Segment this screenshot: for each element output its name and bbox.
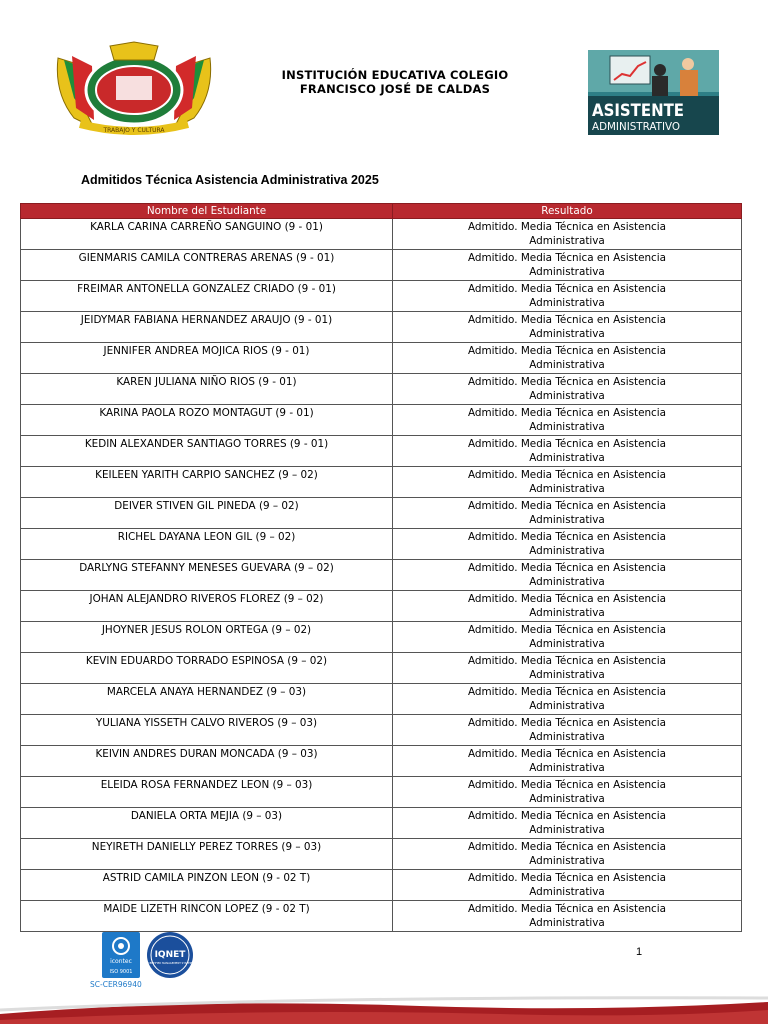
table-row [21,901,742,932]
result-cell [393,653,742,684]
student-name-cell: JOHAN ALEJANDRO RIVEROS FLOREZ (9 – 02) [21,591,393,622]
student-name-cell: RICHEL DAYANA LEON GIL (9 – 02) [21,529,393,560]
result-cell [393,436,742,467]
student-name-cell: JENNIFER ANDREA MOJICA RIOS (9 - 01) [21,343,393,374]
student-name-cell: KEVIN EDUARDO TORRADO ESPINOSA (9 – 02) [21,653,393,684]
crest-motto: TRABAJO Y CULTURA [103,127,165,134]
result-line1: Admitido. Media Técnica en Asistencia [467,841,667,853]
result-line2: Administrativa [529,483,605,495]
result-line2: Administrativa [529,297,605,309]
table-row [21,343,742,374]
footer-decorative-band [0,996,768,1024]
result-line1: Admitido. Media Técnica en Asistencia [467,810,667,822]
table-row [21,219,742,250]
result-line2: Administrativa [529,917,605,929]
table-row [21,281,742,312]
badge-subtitle: ADMINISTRATIVO [592,121,680,133]
iso-label: ISO 9001 [109,969,133,975]
result-line2: Administrativa [529,576,605,588]
result-line2: Administrativa [529,731,605,743]
result-line1: Admitido. Media Técnica en Asistencia [467,283,667,295]
result-line2: Administrativa [529,452,605,464]
table-row [21,560,742,591]
table-row [21,312,742,343]
table-row [21,746,742,777]
asistente-administrativo-image [588,50,719,135]
institution-name-line2: FRANCISCO JOSÉ DE CALDAS [299,82,491,96]
table-row [21,467,742,498]
student-name-cell: KAREN JULIANA NIÑO RIOS (9 - 01) [21,374,393,405]
result-cell [393,746,742,777]
result-cell [393,560,742,591]
table-row [21,839,742,870]
result-line1: Admitido. Media Técnica en Asistencia [467,562,667,574]
student-name-cell: YULIANA YISSETH CALVO RIVEROS (9 – 03) [21,715,393,746]
result-line1: Admitido. Media Técnica en Asistencia [467,903,667,915]
student-name-cell: ASTRID CAMILA PINZON LEON (9 - 02 T) [21,870,393,901]
result-cell [393,777,742,808]
result-line1: Admitido. Media Técnica en Asistencia [467,345,667,357]
result-line2: Administrativa [529,607,605,619]
result-line1: Admitido. Media Técnica en Asistencia [467,531,667,543]
person-head-left [654,64,666,76]
crest-emblem [57,42,210,131]
student-name-cell: KEIVIN ANDRES DURAN MONCADA (9 – 03) [21,746,393,777]
iqnet-label: IQNET [154,950,186,960]
result-line1: Admitido. Media Técnica en Asistencia [467,872,667,884]
result-line1: Admitido. Media Técnica en Asistencia [467,624,667,636]
table-row [21,622,742,653]
result-line2: Administrativa [529,514,605,526]
result-line2: Administrativa [529,793,605,805]
result-line2: Administrativa [529,824,605,836]
result-line1: Admitido. Media Técnica en Asistencia [467,500,667,512]
result-line2: Administrativa [529,762,605,774]
admitted-list-title: Admitidos Técnica Asistencia Administrativa 2025 [81,173,379,187]
result-cell [393,684,742,715]
student-name-cell: GIENMARIS CAMILA CONTRERAS ARENAS (9 - 01) [21,250,393,281]
icontec-label: icontec [110,958,132,965]
result-line2: Administrativa [529,638,605,650]
table-row [21,870,742,901]
table-body [21,219,742,932]
result-cell [393,591,742,622]
result-line1: Admitido. Media Técnica en Asistencia [467,438,667,450]
result-line2: Administrativa [529,855,605,867]
result-cell [393,312,742,343]
result-cell [393,250,742,281]
result-line1: Admitido. Media Técnica en Asistencia [467,252,667,264]
result-line1: Admitido. Media Técnica en Asistencia [467,221,667,233]
student-name-cell: MAIDE LIZETH RINCON LOPEZ (9 - 02 T) [21,901,393,932]
result-cell [393,281,742,312]
result-line1: Admitido. Media Técnica en Asistencia [467,314,667,326]
person-body-right [680,70,698,96]
student-name-cell: FREIMAR ANTONELLA GONZALEZ CRIADO (9 - 01) [21,281,393,312]
result-line1: Admitido. Media Técnica en Asistencia [467,779,667,791]
table-row [21,436,742,467]
iqnet-sub-label: CERTIFIED MANAGEMENT SYSTEM [147,962,193,965]
student-name-cell: JHOYNER JESUS ROLON ORTEGA (9 – 02) [21,622,393,653]
student-name-cell: JEIDYMAR FABIANA HERNANDEZ ARAUJO (9 - 01) [21,312,393,343]
student-name-cell: KARLA CARINA CARREÑO SANGUINO (9 - 01) [21,219,393,250]
badge-title: ASISTENTE [592,101,684,121]
chart-board [610,56,650,84]
result-line2: Administrativa [529,700,605,712]
result-line2: Administrativa [529,266,605,278]
student-name-cell: DEIVER STIVEN GIL PINEDA (9 – 02) [21,498,393,529]
result-line2: Administrativa [529,390,605,402]
result-cell [393,405,742,436]
certification-logos [88,928,206,990]
result-cell [393,715,742,746]
table-row [21,653,742,684]
result-cell [393,219,742,250]
table-row [21,808,742,839]
result-cell [393,467,742,498]
student-name-cell: NEYIRETH DANIELLY PEREZ TORRES (9 – 03) [21,839,393,870]
result-cell [393,529,742,560]
result-line1: Admitido. Media Técnica en Asistencia [467,686,667,698]
column-header-student-name: Nombre del Estudiante [21,204,393,219]
student-name-cell: KEILEEN YARITH CARPIO SANCHEZ (9 – 02) [21,467,393,498]
certificate-code: SC-CER96940 [90,980,142,989]
result-cell [393,870,742,901]
result-line2: Administrativa [529,669,605,681]
page-number: 1 [636,946,643,958]
result-cell [393,901,742,932]
result-line1: Admitido. Media Técnica en Asistencia [467,717,667,729]
table-row [21,374,742,405]
table-row [21,250,742,281]
institution-crest-logo [44,38,224,138]
result-cell [393,808,742,839]
person-head-right [682,58,694,70]
student-name-cell: KARINA PAOLA ROZO MONTAGUT (9 - 01) [21,405,393,436]
result-cell [393,839,742,870]
table-row [21,591,742,622]
table-row [21,715,742,746]
institution-name-line1: INSTITUCIÓN EDUCATIVA COLEGIO [281,68,509,82]
result-cell [393,498,742,529]
admitted-students-table [20,203,742,932]
result-line1: Admitido. Media Técnica en Asistencia [467,376,667,388]
student-name-cell: DANIELA ORTA MEJIA (9 – 03) [21,808,393,839]
student-name-cell: KEDIN ALEXANDER SANTIAGO TORRES (9 - 01) [21,436,393,467]
result-line2: Administrativa [529,545,605,557]
result-cell [393,622,742,653]
result-line2: Administrativa [529,235,605,247]
result-line2: Administrativa [529,359,605,371]
table-row [21,684,742,715]
student-name-cell: DARLYNG STEFANNY MENESES GUEVARA (9 – 02) [21,560,393,591]
student-name-cell: ELEIDA ROSA FERNANDEZ LEON (9 – 03) [21,777,393,808]
table-row [21,529,742,560]
result-line1: Admitido. Media Técnica en Asistencia [467,469,667,481]
result-cell [393,343,742,374]
result-line1: Admitido. Media Técnica en Asistencia [467,593,667,605]
table-header-row [21,204,742,219]
result-line2: Administrativa [529,886,605,898]
result-line1: Admitido. Media Técnica en Asistencia [467,748,667,760]
student-name-cell: MARCELA ANAYA HERNANDEZ (9 – 03) [21,684,393,715]
table-row [21,498,742,529]
table-row [21,405,742,436]
institution-name [230,68,560,96]
result-line2: Administrativa [529,421,605,433]
result-line1: Admitido. Media Técnica en Asistencia [467,655,667,667]
result-line2: Administrativa [529,328,605,340]
result-line1: Admitido. Media Técnica en Asistencia [467,407,667,419]
column-header-result: Resultado [393,204,742,219]
result-cell [393,374,742,405]
table-row [21,777,742,808]
